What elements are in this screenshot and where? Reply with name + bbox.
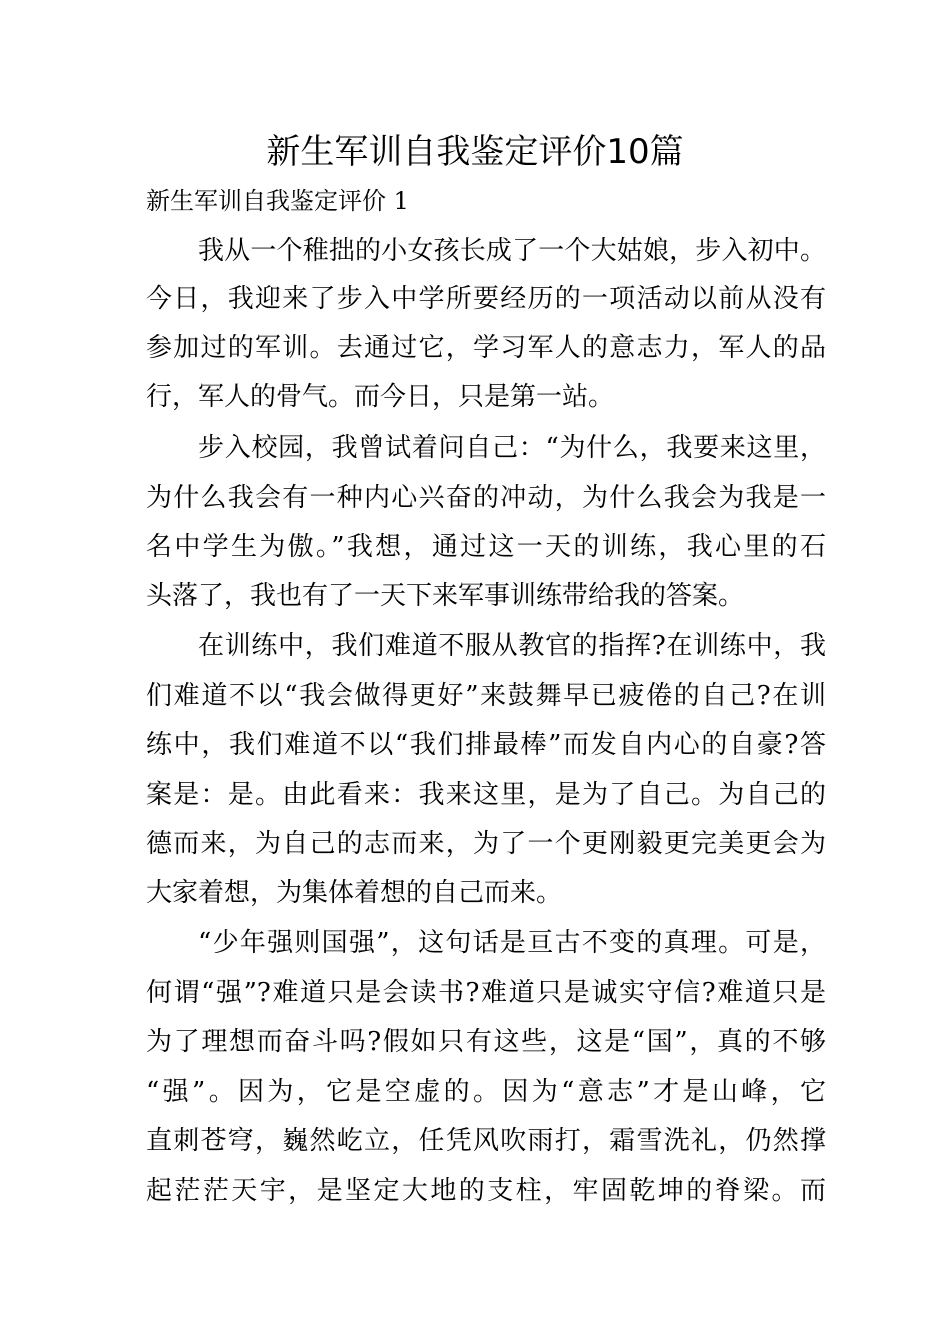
- paragraph-line: 案是：是。由此看来：我来这里，是为了自己。为自己的: [146, 780, 826, 810]
- paragraph-line: 德而来，为自己的志而来，为了一个更刚毅更完美更会为: [146, 829, 826, 859]
- paragraph-line: 练中，我们难道不以“我们排最棒”而发自内心的自豪?答: [146, 730, 826, 760]
- paragraph-line: 为了理想而奋斗吗?假如只有这些，这是“国”，真的不够: [146, 1027, 826, 1057]
- paragraph-line: 名中学生为傲。”我想，通过这一天的训练，我心里的石: [146, 532, 826, 562]
- paragraph-line: 们难道不以“我会做得更好”来鼓舞早已疲倦的自己?在训: [146, 681, 826, 711]
- paragraph-line: “少年强则国强”，这句话是亘古不变的真理。可是，: [198, 928, 826, 958]
- paragraph-line: 在训练中，我们难道不服从教官的指挥?在训练中，我: [198, 631, 826, 661]
- paragraph-line: 直刺苍穹，巍然屹立，任凭风吹雨打，霜雪洗礼，仍然撑: [146, 1126, 826, 1156]
- paragraph-line: 大家着想，为集体着想的自己而来。: [146, 878, 563, 908]
- paragraph-line: “强”。因为，它是空虚的。因为“意志”才是山峰，它: [146, 1077, 826, 1107]
- paragraph-line: 我从一个稚拙的小女孩长成了一个大姑娘，步入初中。: [198, 236, 826, 266]
- paragraph-line: 参加过的军训。去通过它，学习军人的意志力，军人的品: [146, 333, 826, 363]
- paragraph-line: 何谓“强”?难道只是会读书?难道只是诚实守信?难道只是: [146, 978, 826, 1008]
- paragraph-line: 为什么我会有一种内心兴奋的冲动，为什么我会为我是一: [146, 483, 826, 513]
- paragraph-line: 行，军人的骨气。而今日，只是第一站。: [146, 382, 615, 412]
- paragraph-line: 头落了，我也有了一天下来军事训练带给我的答案。: [146, 581, 745, 611]
- document-title: 新生军训自我鉴定评价10篇: [266, 132, 684, 172]
- section-heading: 新生军训自我鉴定评价 1: [146, 187, 409, 215]
- paragraph-line: 步入校园，我曾试着问自己：“为什么，我要来这里，: [198, 433, 826, 463]
- paragraph-line: 起茫茫天宇，是坚定大地的支柱，牢固乾坤的脊梁。而: [146, 1176, 826, 1206]
- paragraph-line: 今日，我迎来了步入中学所要经历的一项活动以前从没有: [146, 284, 826, 314]
